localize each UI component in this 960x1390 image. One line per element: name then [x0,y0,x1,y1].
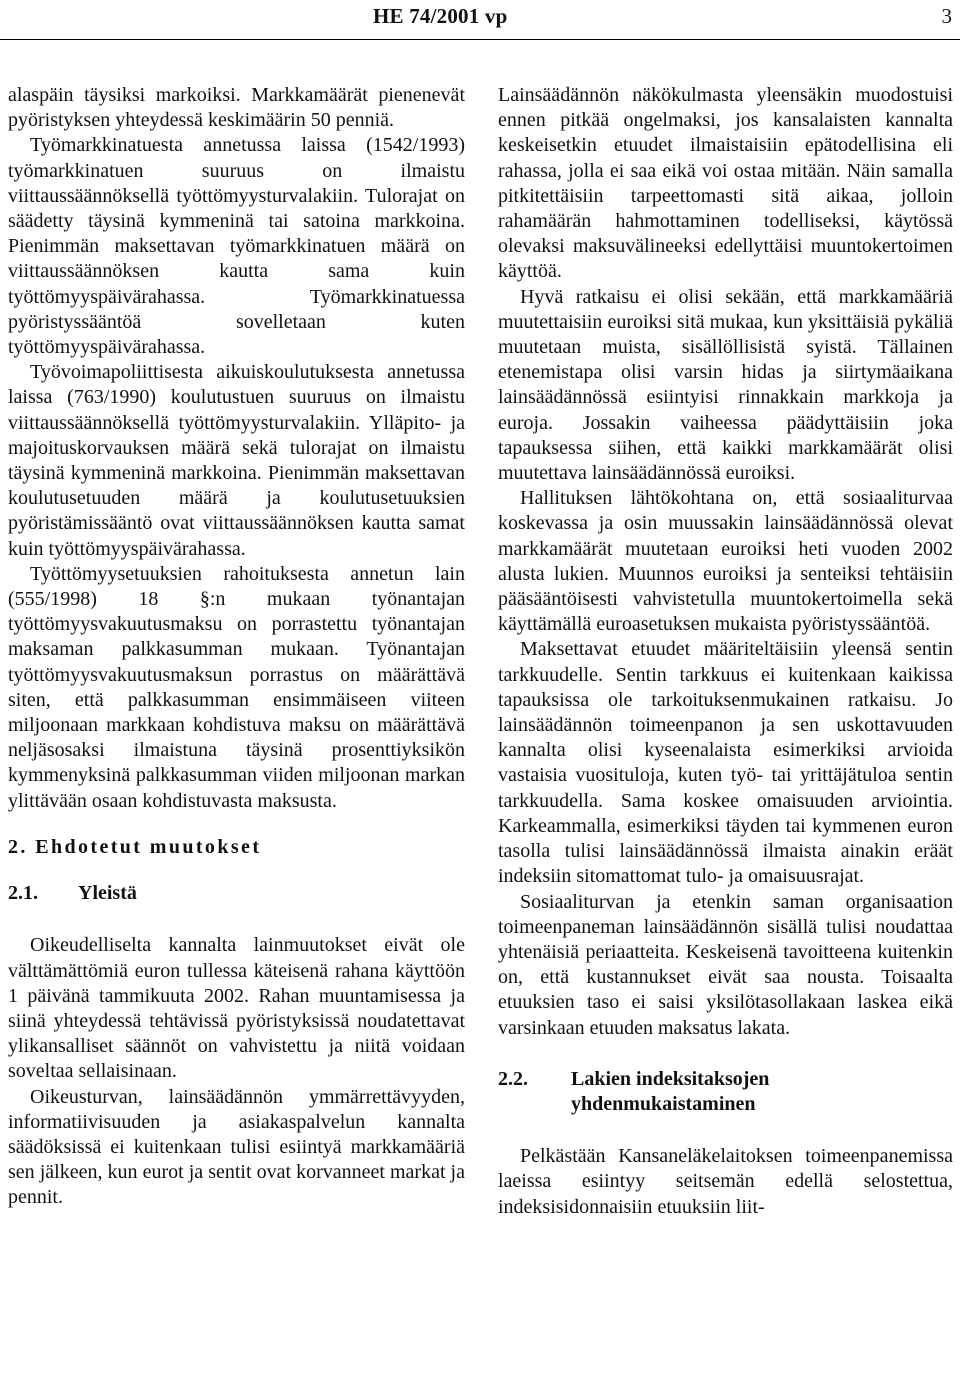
page-number: 3 [941,4,952,28]
paragraph: Työvoimapoliittisesta aikuiskoulutuksesta annetussa laissa (763/1990) koulutustuen suuruus on ilmaistu viittaussäännöksellä työttömyysturvalakiin. Ylläpito- ja majoituskorvauksen määrä sekä tulorajat on ilmaistu täysinä kymmeninä markkoina. Pienimmän maksettavan koulutusetuuden määrä ja koulutusetuuksien pyöristämissääntö ovat viittaussäännöksen kautta samat kuin työttömyyspäivärahassa. [8,361,465,560]
paragraph: Oikeudelliselta kannalta lainmuutokset eivät ole välttämättömiä euron tullessa käteisenä rahana käyttöön 1 päivänä tammikuuta 2002. Rahan muuntamisessa ja siinä yhteydessä tehtävissä pyöristyksissä noudatettavat ylikansalliset säännöt on vahvistettu ja niitä voidaan soveltaa sellaisinaan. [8,934,465,1083]
subsection-heading [8,881,465,906]
right-column [498,83,953,1220]
page-header [0,0,960,40]
paragraph: Maksettavat etuudet määriteltäisiin yleensä sentin tarkkuudelle. Sentin tarkkuus ei kuitenkaan kaikissa tapauksissa ole tarkoituksenmukainen ratkaisu. Jo lainsäädännön toimeenpanon ja sen uskottavuuden kannalta olisi kyseenalaista esimerkiksi arvioida vastaisia vuosituloja, kuten työ- tai yrittäjätuloa sentin tarkkuudella. Sama koskee omaisuuden arviointia. Karkeammalla, esimerkiksi täyden tai kymmenen euron tasolla tulisi lainsäädännössä ilmaista ainakin eräät indeksiin sitomattomat tulo- ja omaisuusrajat. [498,638,953,888]
left-column [8,83,465,1211]
paragraph: Hallituksen lähtökohtana on, että sosiaaliturvaa koskevassa ja osin muussakin lainsäädännössä olevat markkamäärät muutetaan euroiksi heti vuoden 2002 alusta lukien. Muunnos euroiksi ja senteiksi tehtäisiin pääsääntöisesti vahvistetulla muuntokertoimella sekä käyttämällä euroasetuksen mukaista pyöristyssääntöä. [498,487,953,636]
paragraph: Työmarkkinatuesta annetussa laissa (1542/1993) työmarkkinatuen suuruus on ilmaistu viittaussäännöksellä työttömyysturvalakiin. Tulorajat on säädetty täysinä kymmeninä tai satoina markkoina. Pienimmän maksettavan työmarkkinatuen määrä on viittaussäännöksen kautta sama kuin työttömyyspäivärahassa. Työmarkkinatuessa pyöristyssääntöä sovelletaan kuten työttömyyspäivärahassa. [8,134,465,359]
paragraph: Lainsäädännön näkökulmasta yleensäkin muodostuisi ennen pitkää ongelmaksi, jos kansalaisten kannalta keskeisetkin etuudet ilmaistaisiin epätodellisina eli rahassa, jolla ei saa eikä voi ostaa mitään. Näin samalla pitkitettäisiin tarpeettomasti sitä aikaa, jolloin rahamäärän hahmottaminen todelliseksi, käytössä olevaksi maksuvälineeksi edellyttäisi muuntokertoimen käyttöä. [498,84,953,283]
paragraph: Sosiaaliturvan ja etenkin saman organisaation toimeenpaneman lainsäädännön sisällä tulisi noudattaa yhtenäisiä periaatteita. Keskeisenä tavoitteena kuitenkin on, että kustannukset eivät saa nousta. Toisaalta etuuksien taso ei saisi yksilötasollakaan laskea eikä varsinkaan etuuden maksatus lakata. [498,890,953,1039]
subsection-title: Lakien indeksitaksojen yhdenmukaistaminen [571,1067,770,1115]
paragraph: alaspäin täysiksi markoiksi. Markkamäärät pienenevät pyöristyksen yhteydessä keskimäärin 50 penniä. [8,84,465,132]
subsection-number: 2.1. [8,882,38,905]
subsection-heading [498,1067,953,1117]
subsection-number: 2.2. [498,1067,528,1090]
header-rule [0,39,960,40]
paragraph: Oikeusturvan, lainsäädännön ymmärrettävyyden, informatiivisuuden ja asiakaspalvelun kannalta säädöksissä ei kuitenkaan tulisi esiintyä markkamääriä sen jälkeen, kun eurot ja sentit ovat korvanneet markat ja pennit. [8,1085,465,1209]
section-heading: 2. Ehdotetut muutokset [8,835,262,858]
paragraph: Hyvä ratkaisu ei olisi sekään, että markkamääriä muutettaisiin euroiksi sitä mukaa, kun yksittäisiä pykäliä muutetaan muista, sisällöllisistä syistä. Tällainen etenemistapa olisi varsin hidas ja siirtymäaikana lainsäädännössä esiintyisi rinnakkain markkoja ja euroja. Jossakin vaiheessa päädyttäisiin joka tapauksessa siihen, että kaikki markkamäärät olisi muutettava lainsäädännössä euroiksi. [498,285,953,485]
paragraph: Pelkästään Kansaneläkelaitoksen toimeenpanemissa laeissa esiintyy seitsemän edellä selostettua, indeksisidonnaisiin etuuksiin liit- [498,1145,953,1218]
subsection-title: Yleistä [78,882,137,905]
document-id: HE 74/2001 vp [373,4,508,28]
paragraph: Työttömyysetuuksien rahoituksesta annetun lain (555/1998) 18 §:n mukaan työnantajan työttömyysvakuutusmaksu on porrastettu työnantajan maksaman palkkasumman mukaan. Työnantajan työttömyysvakuutusmaksun porrastus on määrättävä siten, että palkkasumman ensimmäiseen viiteen miljoonaan markkaan kohdistuva maksu on määrättävä neljäsosaksi ilmaistuna täysinä prosenttiyksikön kymmenyksinä palkkasumman viiden miljoonan markan ylittävään osaan kohdistuvasta maksusta. [8,562,465,812]
